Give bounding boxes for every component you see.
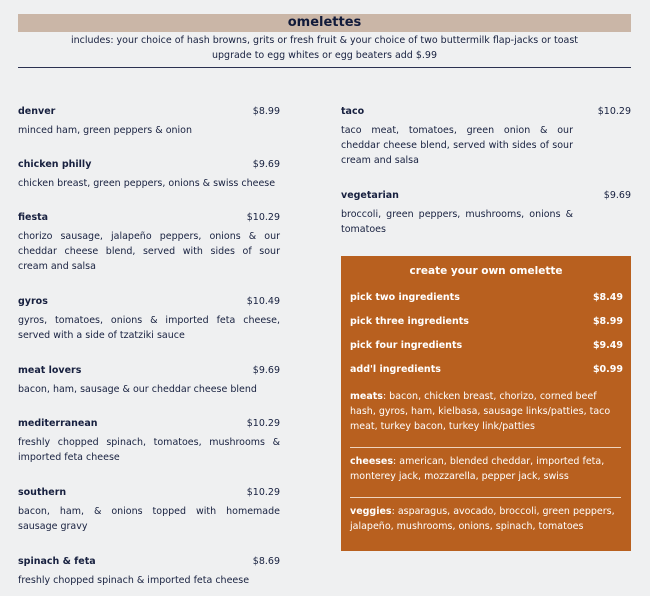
box-divider [350,497,621,498]
menu-item-spinach-feta [18,554,280,588]
menu-item-gyros [18,294,280,343]
option-row [350,338,623,353]
meats-label: meats [350,391,383,402]
option-price: $0.99 [592,364,623,375]
veggies-label: veggies [350,506,392,517]
box-divider [350,447,621,448]
menu-item-vegetarian [341,188,631,237]
item-description: bacon, ham, sausage & our cheddar cheese blend [18,384,257,395]
item-price: $8.69 [252,556,280,567]
menu-item-southern [18,485,280,534]
menu-item-mediterranean [18,416,280,465]
item-price: $9.69 [603,190,631,201]
item-description: bacon, ham, & onions topped with homemade sausage gravy [18,506,280,532]
item-name: mediterranean [18,418,98,429]
option-label: pick three ingredients [350,316,469,327]
option-row [350,290,623,305]
box-title: create your own omelette [409,265,563,277]
upgrade-note: upgrade to egg whites or egg beaters add $.99 [211,50,437,61]
menu-item-meat-lovers [18,363,280,397]
item-description: minced ham, green peppers & onion [18,125,193,136]
veggies-text: : asparagus, avocado, broccoli, green peppers, jalapeño, mushrooms, onions, spinach, tomatoes [350,506,615,532]
option-row [350,362,623,377]
meats-text: : bacon, chicken breast, chorizo, corned beef hash, gyros, ham, kielbasa, sausage links/patties, taco meat, turkey bacon, turkey link/patties [350,391,611,432]
item-name: gyros [18,296,48,307]
item-description: freshly chopped spinach, tomatoes, mushrooms & imported feta cheese [18,437,280,463]
option-label: add'l ingredients [350,364,441,375]
item-description: gyros, tomatoes, onions & imported feta cheese, served with a side of tzatziki sauce [18,315,280,341]
option-row [350,314,623,329]
veggies-list [350,504,623,534]
item-price: $8.99 [252,106,280,117]
item-name: spinach & feta [18,556,96,567]
item-description: broccoli, green peppers, mushrooms, onions & tomatoes [341,209,573,235]
item-name: chicken philly [18,159,92,170]
menu-item-taco [341,104,631,168]
item-price: $10.29 [597,106,631,117]
item-name: vegetarian [341,190,399,201]
menu-item-denver [18,104,280,138]
item-description: freshly chopped spinach & imported feta cheese [18,575,250,586]
item-name: meat lovers [18,365,82,376]
item-description: chicken breast, green peppers, onions & swiss cheese [18,178,276,189]
section-title: omelettes [18,14,631,32]
cheeses-list [350,454,623,484]
cheeses-text: : american, blended cheddar, imported feta, monterey jack, mozzarella, pepper jack, swiss [350,456,605,482]
item-name: denver [18,106,56,117]
create-your-own-box [341,256,631,551]
meats-list [350,389,623,434]
option-price: $8.99 [592,316,623,327]
item-name: fiesta [18,212,49,223]
item-description: chorizo sausage, jalapeño peppers, onions & our cheddar cheese blend, served with sides of sour cream and salsa [18,231,280,272]
header-divider [18,67,631,68]
option-label: pick two ingredients [350,292,460,303]
item-price: $10.29 [246,212,280,223]
cheeses-label: cheeses [350,456,394,467]
menu-item-chicken-philly [18,157,280,191]
option-price: $8.49 [592,292,623,303]
item-description: taco meat, tomatoes, green onion & our cheddar cheese blend, served with sides of sour cream and salsa [341,125,573,166]
item-name: southern [18,487,67,498]
item-price: $10.29 [246,487,280,498]
item-name: taco [341,106,365,117]
item-price: $9.69 [252,159,280,170]
item-price: $10.29 [246,418,280,429]
item-price: $10.49 [246,296,280,307]
menu-item-fiesta [18,210,280,274]
option-label: pick four ingredients [350,340,463,351]
item-price: $9.69 [252,365,280,376]
includes-note: includes: your choice of hash browns, grits or fresh fruit & your choice of two buttermilk flap-jacks or toast [70,35,579,46]
option-price: $9.49 [592,340,623,351]
